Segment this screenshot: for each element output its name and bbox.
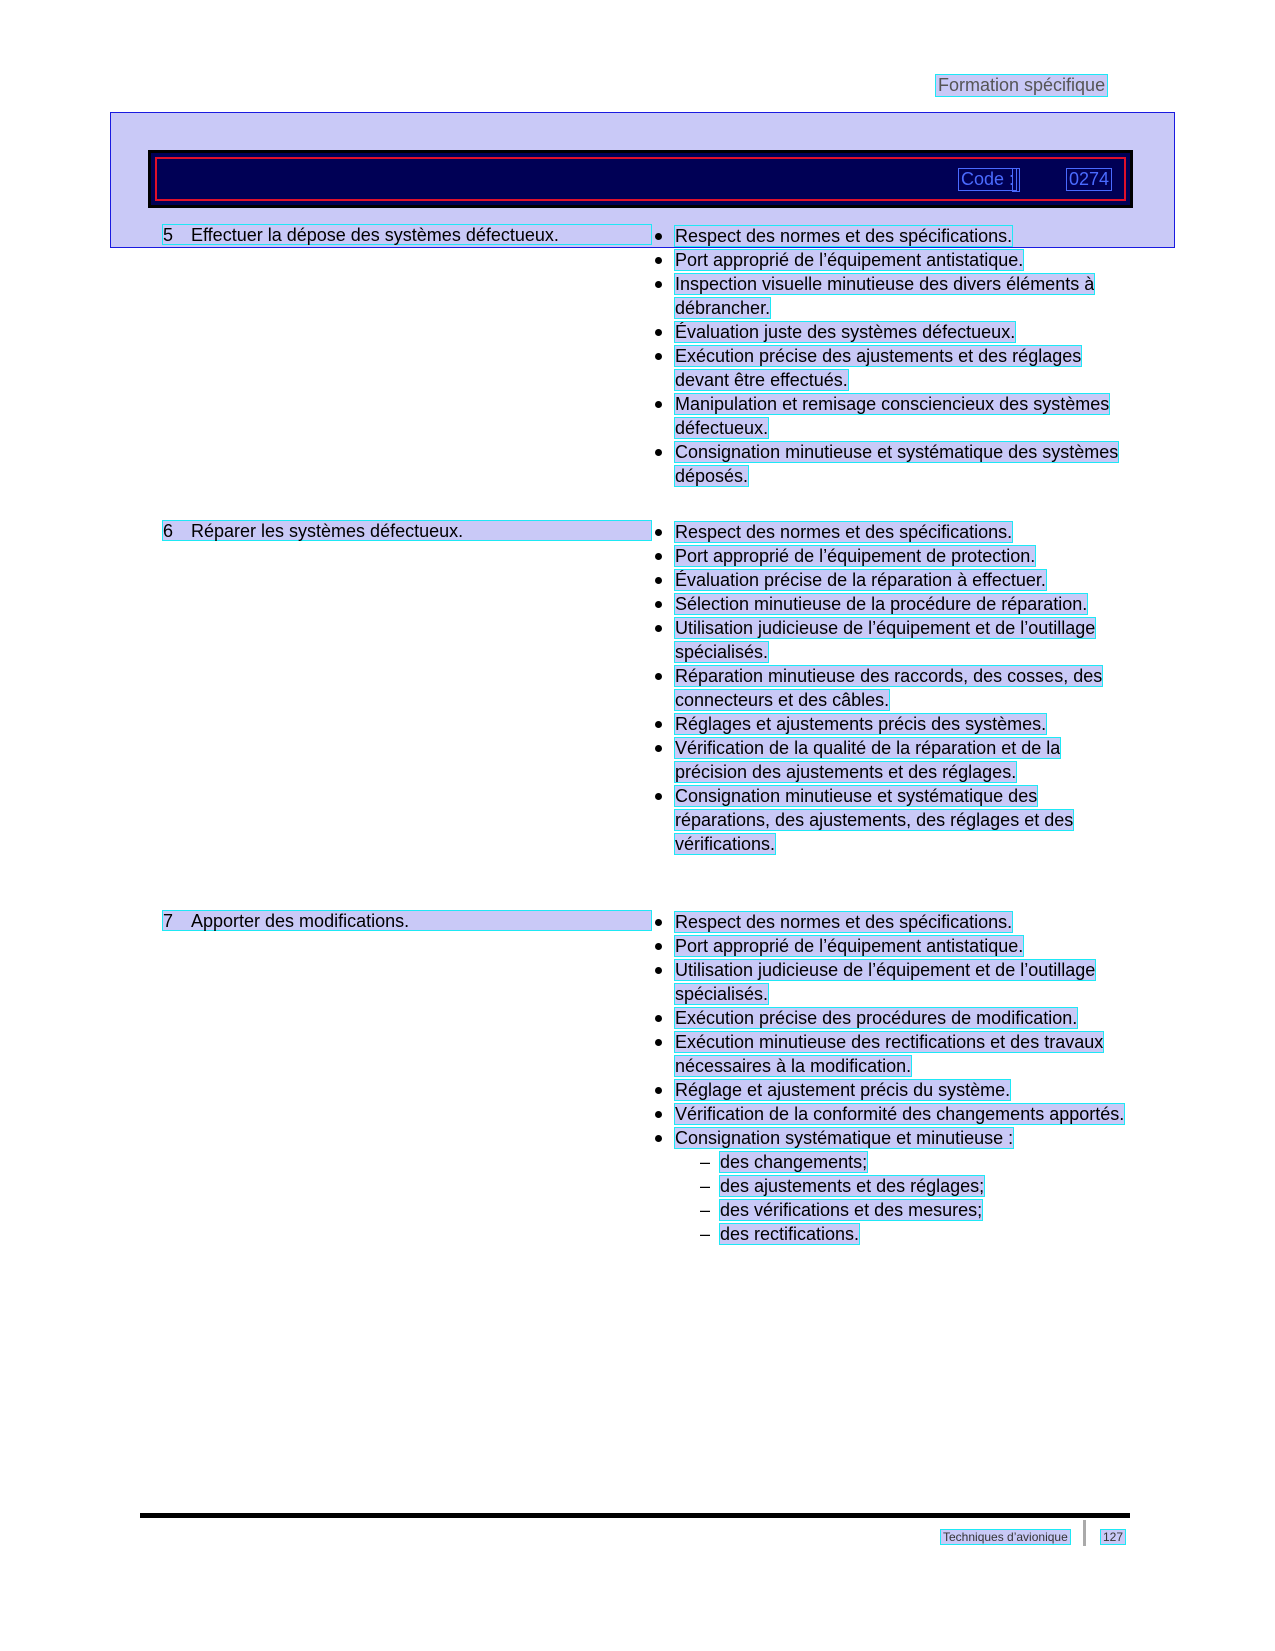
- page-number: 127: [1100, 1529, 1126, 1545]
- footer-program: Techniques d’avionique: [940, 1529, 1071, 1545]
- bullet-icon: [655, 793, 662, 800]
- code-separator: [1012, 168, 1020, 192]
- footer-rule: [140, 1513, 1130, 1518]
- list-item: Évaluation précise de la réparation à effectuer.: [655, 568, 1125, 592]
- list-item: Vérification de la qualité de la réparation et de la précision des ajustements et des réglages.: [655, 736, 1125, 784]
- sub-list-item: – des vérifications et des mesures;: [700, 1200, 983, 1220]
- step-heading-5: [162, 224, 652, 245]
- list-item: Consignation minutieuse et systématique des réparations, des ajustements, des réglages et des vérifications.: [655, 784, 1125, 856]
- list-item: Vérification de la conformité des changements apportés.: [655, 1102, 1125, 1126]
- dash-icon: –: [700, 1152, 711, 1172]
- bullet-icon: [655, 1015, 662, 1022]
- bullet-icon: [655, 721, 662, 728]
- bullet-icon: [655, 1135, 662, 1142]
- bullet-icon: [655, 967, 662, 974]
- list-item: Exécution précise des ajustements et des réglages devant être effectués.: [655, 344, 1125, 392]
- list-item: Consignation minutieuse et systématique des systèmes déposés.: [655, 440, 1125, 488]
- dash-icon: –: [700, 1200, 711, 1220]
- code-label: Code :: [958, 168, 1017, 191]
- bullet-icon: [655, 353, 662, 360]
- step-number: 7: [163, 911, 174, 931]
- list-item: Exécution précise des procédures de modification.: [655, 1006, 1125, 1030]
- bullet-icon: [655, 943, 662, 950]
- list-item: Réglage et ajustement précis du système.: [655, 1078, 1125, 1102]
- bullet-icon: [655, 673, 662, 680]
- section-title: Formation spécifique: [935, 74, 1108, 97]
- list-item: Utilisation judicieuse de l’équipement et de l’outillage spécialisés.: [655, 958, 1125, 1006]
- list-item: Réparation minutieuse des raccords, des cosses, des connecteurs et des câbles.: [655, 664, 1125, 712]
- bullet-icon: [655, 449, 662, 456]
- list-item: Utilisation judicieuse de l’équipement et de l’outillage spécialisés.: [655, 616, 1125, 664]
- list-item: Respect des normes et des spécifications.: [655, 910, 1125, 934]
- list-item: Manipulation et remisage consciencieux des systèmes défectueux.: [655, 392, 1125, 440]
- dash-icon: –: [700, 1224, 711, 1244]
- step-heading-7: [162, 910, 652, 931]
- bullet-icon: [655, 745, 662, 752]
- list-item: Inspection visuelle minutieuse des divers éléments à débrancher.: [655, 272, 1125, 320]
- criteria-list-7: [655, 910, 1125, 1246]
- bullet-icon: [655, 529, 662, 536]
- bullet-icon: [655, 281, 662, 288]
- step-title: Apporter des modifications.: [191, 911, 410, 931]
- bullet-icon: [655, 329, 662, 336]
- step-title: Effectuer la dépose des systèmes défectueux.: [191, 225, 559, 245]
- bullet-icon: [655, 257, 662, 264]
- bullet-icon: [655, 401, 662, 408]
- step-number: 5: [163, 225, 174, 245]
- bullet-icon: [655, 1111, 662, 1118]
- bullet-icon: [655, 1087, 662, 1094]
- bullet-icon: [655, 233, 662, 240]
- dash-icon: –: [700, 1176, 711, 1196]
- list-item: Exécution minutieuse des rectifications et des travaux nécessaires à la modification.: [655, 1030, 1125, 1078]
- sub-list-item: – des rectifications.: [700, 1224, 860, 1244]
- list-item: Consignation systématique et minutieuse : – des changements; – des ajustements et des réglages; – des vérifications et des mesures; – des rectifications.: [655, 1126, 1125, 1246]
- list-item: Sélection minutieuse de la procédure de réparation.: [655, 592, 1125, 616]
- criteria-list-5: [655, 224, 1125, 488]
- list-item: Port approprié de l’équipement de protection.: [655, 544, 1125, 568]
- sub-list: [675, 1150, 1125, 1246]
- step-title: Réparer les systèmes défectueux.: [191, 521, 464, 541]
- bullet-icon: [655, 577, 662, 584]
- step-heading-6: [162, 520, 652, 541]
- criteria-list-6: [655, 520, 1125, 856]
- list-item: Évaluation juste des systèmes défectueux.: [655, 320, 1125, 344]
- list-item: Respect des normes et des spécifications.: [655, 520, 1125, 544]
- bullet-icon: [655, 1039, 662, 1046]
- list-item: Port approprié de l’équipement antistatique.: [655, 934, 1125, 958]
- bullet-icon: [655, 553, 662, 560]
- code-value: 0274: [1066, 168, 1112, 191]
- sub-list-item: – des ajustements et des réglages;: [700, 1176, 985, 1196]
- list-item: Respect des normes et des spécifications.: [655, 224, 1125, 248]
- list-item: Réglages et ajustements précis des systèmes.: [655, 712, 1125, 736]
- list-item: Port approprié de l’équipement antistatique.: [655, 248, 1125, 272]
- bullet-icon: [655, 601, 662, 608]
- bullet-icon: [655, 919, 662, 926]
- bullet-icon: [655, 625, 662, 632]
- step-number: 6: [163, 521, 174, 541]
- footer-separator: [1083, 1520, 1086, 1546]
- sub-list-item: – des changements;: [700, 1152, 868, 1172]
